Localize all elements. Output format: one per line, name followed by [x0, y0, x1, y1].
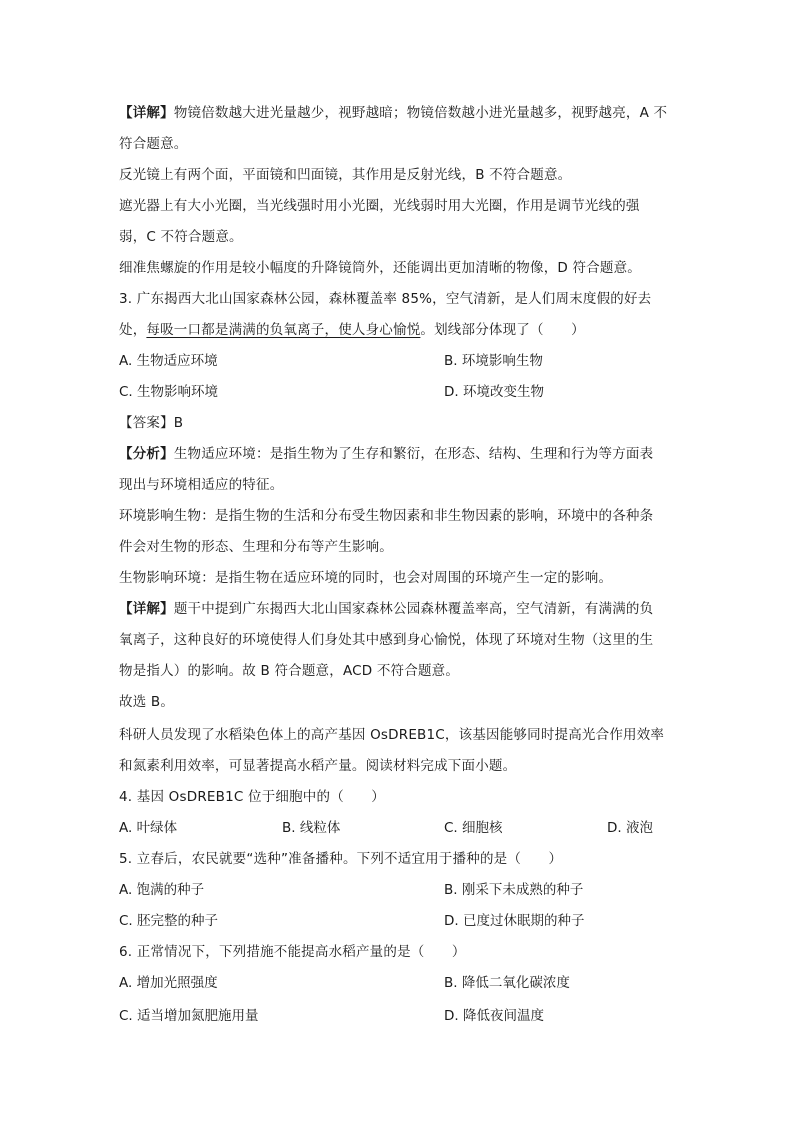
q4-stem: 4. 基因 OsDREB1C 位于细胞中的（ ）	[119, 789, 385, 805]
q5-stem: 5. 立春后，农民就要“选种”准备播种。下列不适宜用于播种的是（ ）	[119, 851, 563, 867]
detail-line-6: 细准焦螺旋的作用是较小幅度的升降镜筒外，还能调出更加清晰的物像，D 符合题意。	[119, 260, 641, 276]
detail-line-4: 遮光器上有大小光圈，当光线强时用小光圈，光线弱时用大光圈，作用是调节光线的强	[119, 198, 640, 214]
q6-option-d: D. 降低夜间温度	[444, 1008, 544, 1024]
q4-option-a: A. 叶绿体	[119, 820, 178, 836]
detail-line-5: 弱，C 不符合题意。	[119, 229, 243, 245]
q4-option-d: D. 液泡	[607, 820, 653, 836]
q3-choose: 故选 B。	[119, 694, 175, 710]
q3-stem-line-2: 处，每吸一口都是满满的负氧离子，使人身心愉悦。划线部分体现了（ ）	[119, 322, 585, 338]
q3-underlined-text: 每吸一口都是满满的负氧离子，使人身心愉悦	[146, 322, 421, 338]
q3-option-a: A. 生物适应环境	[119, 353, 218, 369]
q3-detail-line-3: 物是指人）的影响。故 B 符合题意，ACD 不符合题意。	[119, 663, 460, 679]
q5-option-c: C. 胚完整的种子	[119, 913, 219, 929]
q3-analysis-line-3: 环境影响生物：是指生物的生活和分布受生物因素和非生物因素的影响，环境中的各种条	[119, 508, 654, 524]
q6-option-a: A. 增加光照强度	[119, 975, 218, 991]
q3-detail-line-1: 【详解】题干中提到广东揭西大北山国家森林公园森林覆盖率高，空气清新，有满满的负	[119, 601, 654, 617]
q5-option-d: D. 已度过休眠期的种子	[444, 913, 585, 929]
detail-tag: 【详解】	[119, 601, 174, 617]
q3-stem-line-1: 3. 广东揭西大北山国家森林公园，森林覆盖率 85%，空气清新，是人们周末度假的好去	[119, 291, 652, 307]
q3-detail-line-2: 氧离子，这种良好的环境使得人们身处其中感到身心愉悦，体现了环境对生物（这里的生	[119, 632, 654, 648]
q4-option-c: C. 细胞核	[444, 820, 503, 836]
q5-option-b: B. 刚采下未成熟的种子	[444, 882, 584, 898]
q6-option-c: C. 适当增加氮肥施用量	[119, 1008, 259, 1024]
analysis-tag: 【分析】	[119, 446, 174, 462]
detail-line-3: 反光镜上有两个面，平面镜和凹面镜，其作用是反射光线，B 不符合题意。	[119, 167, 572, 183]
q3-analysis-line-2: 现出与环境相适应的特征。	[119, 477, 284, 493]
q3-analysis-line-5: 生物影响环境：是指生物在适应环境的同时，也会对周围的环境产生一定的影响。	[119, 570, 613, 586]
q3-option-b: B. 环境影响生物	[444, 353, 543, 369]
detail-line-1: 【详解】物镜倍数越大进光量越少，视野越暗；物镜倍数越小进光量越多，视野越亮，A 不	[119, 105, 668, 121]
q6-option-b: B. 降低二氧化碳浓度	[444, 975, 570, 991]
material-line-2: 和氮素利用效率，可显著提高水稻产量。阅读材料完成下面小题。	[119, 758, 517, 774]
q3-answer: 【答案】B	[119, 415, 184, 431]
q3-option-d: D. 环境改变生物	[444, 384, 544, 400]
q4-option-b: B. 线粒体	[282, 820, 341, 836]
q3-analysis-line-4: 件会对生物的形态、生理和分布等产生影响。	[119, 539, 393, 555]
q3-analysis-line-1: 【分析】生物适应环境：是指生物为了生存和繁衍，在形态、结构、生理和行为等方面表	[119, 446, 654, 462]
q3-option-c: C. 生物影响环境	[119, 384, 219, 400]
q6-stem: 6. 正常情况下，下列措施不能提高水稻产量的是（ ）	[119, 944, 466, 960]
material-line-1: 科研人员发现了水稻染色体上的高产基因 OsDREB1C，该基因能够同时提高光合作用效率	[119, 727, 665, 743]
detail-tag: 【详解】	[119, 105, 174, 121]
q5-option-a: A. 饱满的种子	[119, 882, 205, 898]
detail-line-2: 符合题意。	[119, 136, 188, 152]
